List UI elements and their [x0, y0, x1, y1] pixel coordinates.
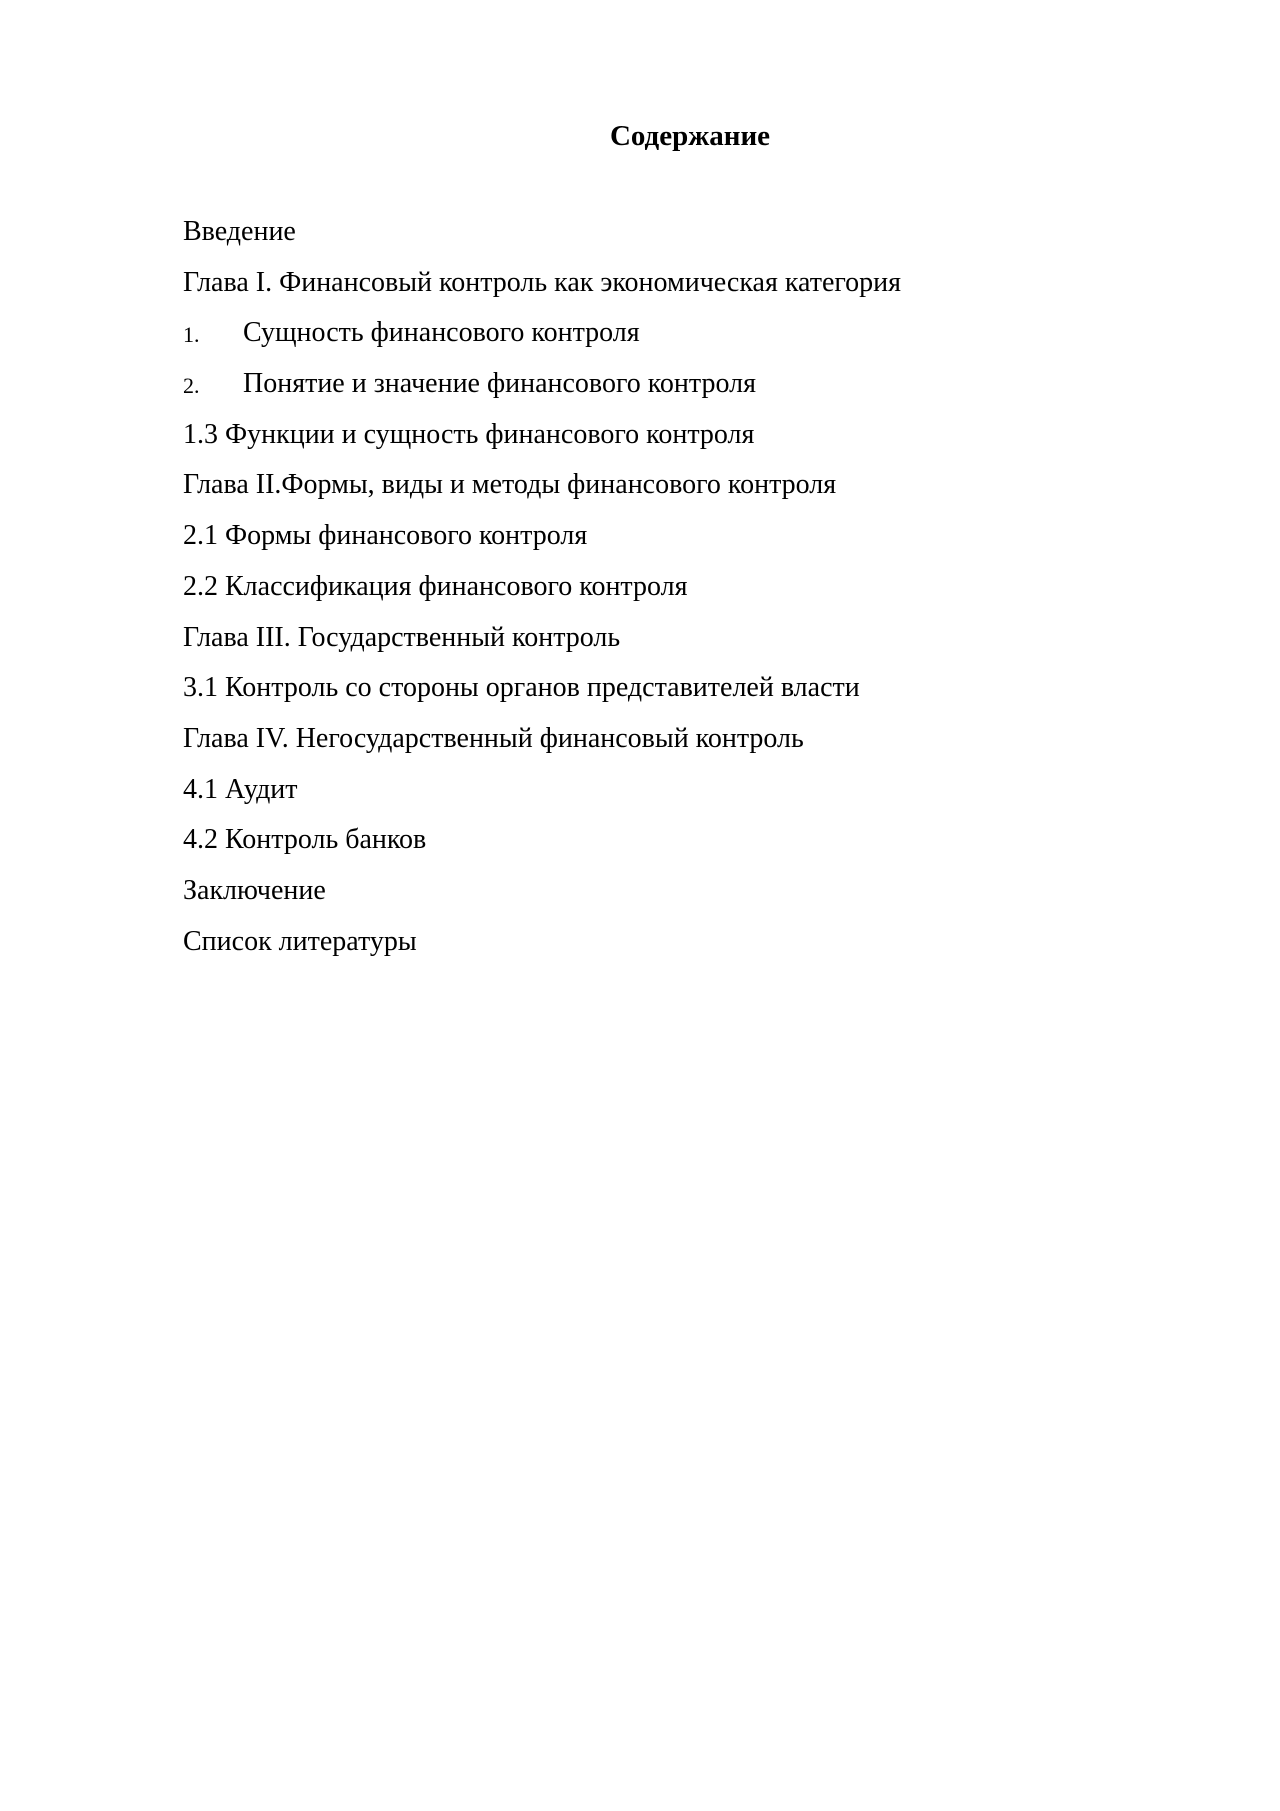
toc-entry-text: Введение — [183, 216, 296, 247]
toc-entry — [183, 567, 1183, 618]
toc-entry-number: 1. — [183, 322, 200, 348]
table-of-contents — [183, 212, 1183, 972]
toc-entry-text: 4.1 Аудит — [183, 773, 298, 805]
toc-entry-text: Глава IV. Негосударственный финансовый контроль — [183, 722, 804, 754]
toc-entry-text: Глава I. Финансовый контроль как экономическая категория — [183, 266, 902, 298]
toc-entry-text: 2.1 Формы финансового контроля — [183, 520, 588, 552]
toc-entry — [183, 263, 1183, 314]
toc-entry — [183, 618, 1183, 669]
toc-entry-text: Понятие и значение финансового контроля — [243, 368, 756, 400]
toc-entry — [183, 516, 1183, 567]
toc-entry — [183, 820, 1183, 871]
toc-entry-text: Список литературы — [183, 925, 417, 957]
toc-entry-text: 3.1 Контроль со стороны органов представителей власти — [183, 672, 860, 704]
toc-entry — [183, 465, 1183, 516]
toc-entry-text: Заключение — [183, 874, 326, 906]
toc-entry-text: 2.2 Классификация финансового контроля — [183, 570, 688, 602]
toc-entry — [183, 871, 1183, 922]
toc-entry — [183, 415, 1183, 466]
toc-entry-number: 2. — [183, 373, 200, 399]
toc-entry-numbered — [183, 313, 1183, 364]
toc-entry-text: 1.3 Функции и сущность финансового контроля — [183, 418, 755, 450]
toc-entry-text: Сущность финансового контроля — [243, 317, 640, 349]
toc-entry-text: Глава II.Формы, виды и методы финансового контроля — [183, 469, 837, 501]
toc-entry-numbered — [183, 364, 1183, 415]
page-title: Содержание — [609, 120, 771, 152]
toc-entry — [183, 668, 1183, 719]
toc-entry-text: Глава III. Государственный контроль — [183, 621, 621, 653]
toc-entry — [183, 922, 1183, 973]
toc-entry-text: 4.2 Контроль банков — [183, 824, 427, 856]
toc-entry — [183, 719, 1183, 770]
toc-entry — [183, 770, 1183, 821]
toc-entry — [183, 212, 1183, 263]
